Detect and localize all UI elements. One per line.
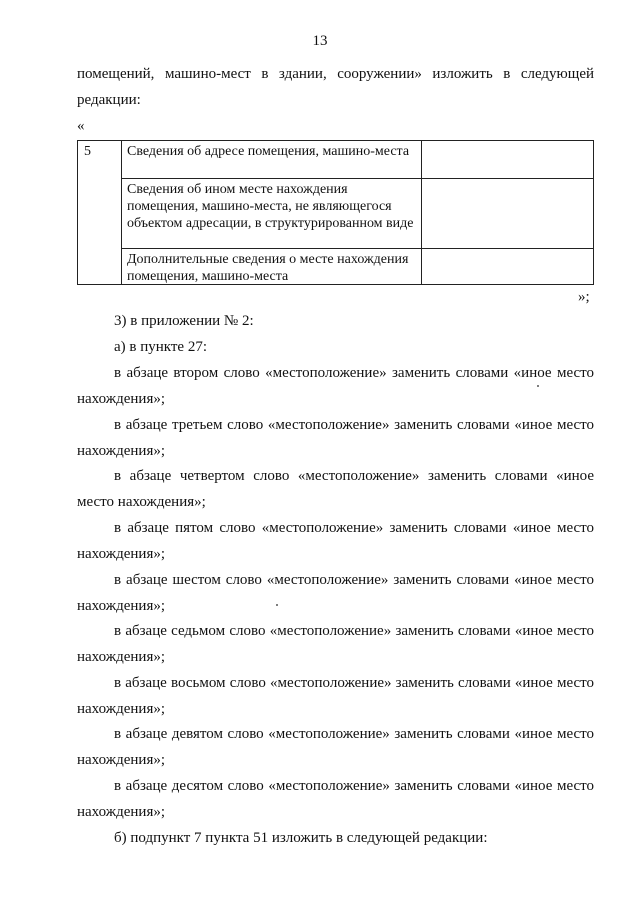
table-row-desc: Сведения об адресе помещения, машино-места <box>122 141 421 179</box>
paragraph-line: нахождения»; <box>77 443 166 459</box>
item-a: а) в пункте 27: <box>114 339 208 355</box>
paragraph-line: в абзаце третьем слово «местоположение» заменить словами «иное место <box>114 417 594 433</box>
table-row-value <box>422 179 593 249</box>
open-quote: « <box>77 118 85 134</box>
address-table <box>77 140 594 285</box>
paragraph-line: нахождения»; <box>77 649 166 665</box>
table-row-desc: Дополнительные сведения о месте нахождения помещения, машино-места <box>127 252 409 284</box>
paragraph-line: в абзаце десятом слово «местоположение» заменить словами «иное место <box>114 778 594 794</box>
paragraph-line: место нахождения»; <box>77 494 206 510</box>
paragraph-line: нахождения»; <box>77 546 166 562</box>
paragraph-line: в абзаце седьмом слово «местоположение» заменить словами «иное место <box>114 623 594 639</box>
paragraph-line: нахождения»; <box>77 752 166 768</box>
table-description-column <box>122 141 422 284</box>
page-number: 13 <box>312 33 328 49</box>
table-row-value <box>422 141 593 179</box>
paragraph-line: нахождения»; <box>77 598 166 614</box>
table-number: 5 <box>84 144 91 159</box>
table-row-value <box>422 249 593 285</box>
table-value-column <box>422 141 593 284</box>
table-number-cell <box>78 141 122 284</box>
paragraph-line: в абзаце восьмом слово «местоположение» заменить словами «иное место <box>114 675 594 691</box>
intro-line-1: помещений, машино-мест в здании, сооружении» изложить в следующей <box>77 66 594 82</box>
paragraph-line: в абзаце шестом слово «местоположение» заменить словами «иное место <box>114 572 594 588</box>
paragraph-line: нахождения»; <box>77 391 166 407</box>
intro-line-2: редакции: <box>77 92 141 108</box>
scan-speck <box>276 604 278 606</box>
paragraph-line: в абзаце пятом слово «местоположение» заменить словами «иное место <box>114 520 594 536</box>
item-3: 3) в приложении № 2: <box>114 313 254 329</box>
item-b: б) подпункт 7 пункта 51 изложить в следующей редакции: <box>114 830 488 846</box>
paragraph-line: в абзаце девятом слово «местоположение» заменить словами «иное место <box>114 726 594 742</box>
scan-speck <box>537 385 539 387</box>
paragraph-line: в абзаце втором слово «местоположение» заменить словами «иное место <box>114 365 594 381</box>
paragraph-line: в абзаце четвертом слово «местоположение» заменить словами «иное <box>114 468 594 484</box>
close-quote: »; <box>578 289 590 305</box>
paragraph-line: нахождения»; <box>77 804 166 820</box>
paragraph-line: нахождения»; <box>77 701 166 717</box>
table-row-desc: Сведения об ином месте нахождения помещения, машино-места, не являющегося объектом адресации, в структурированном виде <box>122 179 421 249</box>
